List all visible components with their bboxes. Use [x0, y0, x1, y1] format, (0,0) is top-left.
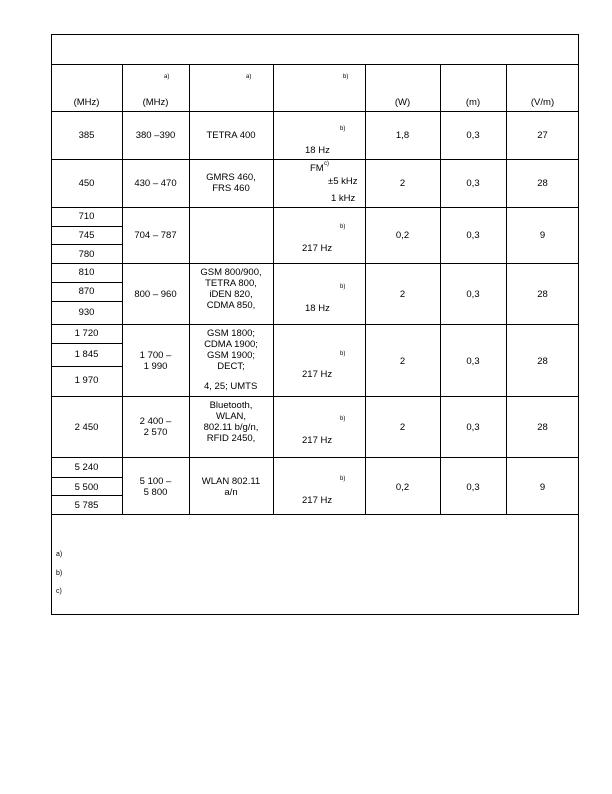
test-frequency: 810	[78, 267, 95, 278]
immunity-level: 28	[537, 178, 548, 189]
subrow-divider	[51, 226, 122, 227]
band-range: 704 – 787	[134, 230, 177, 241]
max-power: 0,2	[395, 230, 410, 241]
band-range: 5 100 – 5 800	[139, 476, 172, 498]
subrow-divider	[51, 477, 122, 478]
modulation-frequency: 1 kHz	[331, 193, 356, 204]
test-frequency: 2 450	[74, 422, 99, 433]
test-frequency: 5 785	[74, 500, 99, 511]
row-divider	[51, 396, 579, 397]
row-divider	[51, 207, 579, 208]
modulation-frequency: 217 Hz	[302, 369, 333, 380]
test-frequency: 5 500	[74, 482, 99, 493]
band-range: 1 700 – 1 990	[139, 350, 172, 372]
distance: 0,3	[466, 422, 480, 433]
subrow-divider	[51, 282, 122, 283]
modulation-mark: b)	[340, 126, 346, 132]
test-frequency: 385	[78, 130, 95, 141]
modulation-mark: c)	[324, 161, 329, 167]
header-mark: a)	[164, 74, 170, 80]
distance: 0,3	[466, 356, 480, 367]
immunity-level: 28	[537, 289, 548, 300]
max-power: 2	[399, 356, 406, 367]
test-frequency: 1 845	[74, 349, 99, 360]
header-divider	[51, 111, 579, 112]
row-divider	[51, 263, 579, 264]
subrow-divider	[51, 244, 122, 245]
unit-label: (W)	[394, 97, 411, 108]
subrow-divider	[51, 343, 122, 344]
test-frequency: 780	[78, 249, 95, 260]
unit-label: (m)	[465, 97, 481, 108]
column-divider	[273, 64, 274, 514]
service-name: Bluetooth, WLAN, 802.11 b/g/n, RFID 2450,	[203, 400, 259, 444]
modulation-frequency: 18 Hz	[305, 303, 330, 314]
test-frequency: 870	[78, 286, 95, 297]
max-power: 0,2	[395, 482, 410, 493]
row-divider	[51, 324, 579, 325]
test-frequency: 450	[78, 178, 95, 189]
modulation-frequency: 217 Hz	[302, 435, 333, 446]
band-range: 430 – 470	[134, 178, 177, 189]
max-power: 1,8	[395, 130, 410, 141]
test-frequency: 710	[78, 211, 95, 222]
max-power: 2	[399, 178, 406, 189]
subrow-divider	[51, 366, 122, 367]
notes-divider	[51, 514, 579, 515]
immunity-level: 9	[539, 482, 546, 493]
modulation-mark: b)	[340, 224, 346, 230]
unit-label: (V/m)	[530, 97, 555, 108]
service-name: GSM 1800; CDMA 1900; GSM 1900; DECT;	[204, 328, 258, 372]
subrow-divider	[51, 495, 122, 496]
distance: 0,3	[466, 130, 480, 141]
subrow-divider	[51, 301, 122, 302]
footnote-marker-a: a)	[56, 551, 63, 558]
service-name-tail: 4, 25; UMTS	[204, 381, 258, 392]
service-name: GSM 800/900, TETRA 800, iDEN 820, CDMA 850,	[200, 267, 262, 311]
distance: 0,3	[466, 230, 480, 241]
test-frequency: 930	[78, 307, 95, 318]
modulation-mark: b)	[340, 351, 346, 357]
test-frequency: 5 240	[74, 462, 99, 473]
test-frequency: 745	[78, 230, 95, 241]
row-divider	[51, 457, 579, 458]
footnote-marker-b: b)	[56, 570, 63, 577]
immunity-level: 28	[537, 422, 548, 433]
band-range: 380 –390	[135, 130, 176, 141]
modulation-mark: b)	[340, 476, 346, 482]
distance: 0,3	[466, 178, 480, 189]
modulation-mark: b)	[340, 416, 346, 422]
modulation-frequency: 217 Hz	[302, 243, 333, 254]
immunity-level: 9	[539, 230, 546, 241]
unit-label: (MHz)	[73, 97, 100, 108]
title-row-divider	[51, 64, 579, 65]
header-mark: a)	[246, 74, 252, 80]
modulation-frequency: 18 Hz	[305, 145, 330, 156]
row-divider	[51, 159, 579, 160]
modulation-type: FM	[310, 163, 324, 174]
band-range: 2 400 – 2 570	[139, 416, 172, 438]
max-power: 2	[399, 289, 406, 300]
band-range: 800 – 960	[134, 289, 177, 300]
service-name: WLAN 802.11 a/n	[201, 476, 261, 498]
test-frequency: 1 720	[74, 328, 99, 339]
service-name: GMRS 460, FRS 460	[206, 172, 256, 194]
distance: 0,3	[466, 482, 480, 493]
distance: 0,3	[466, 289, 480, 300]
footnote-marker-c: c)	[56, 588, 62, 595]
modulation-frequency: 217 Hz	[302, 495, 333, 506]
max-power: 2	[399, 422, 406, 433]
service-name: TETRA 400	[206, 130, 256, 141]
test-frequency: 1 970	[74, 375, 99, 386]
header-mark: b)	[343, 74, 349, 80]
immunity-level: 27	[537, 130, 548, 141]
modulation-deviation: ±5 kHz	[328, 176, 358, 187]
modulation-mark: b)	[340, 284, 346, 290]
unit-label: (MHz)	[142, 97, 169, 108]
immunity-level: 28	[537, 356, 548, 367]
